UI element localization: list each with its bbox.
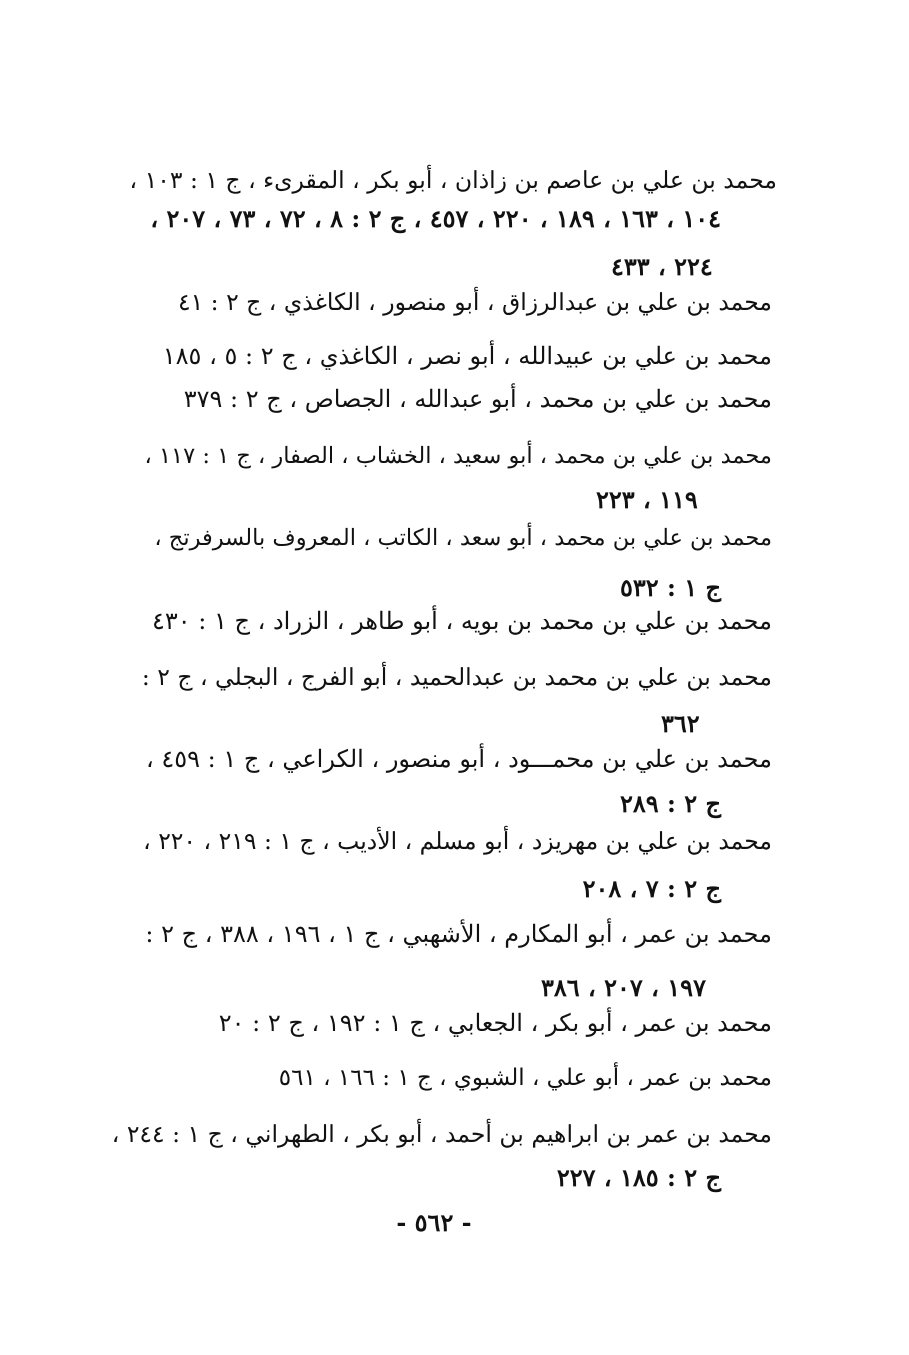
entry-line: محمد بن عمر ، أبو علي ، الشبوي ، ج ١ : ١٦٦ ، ٥٦١ [278, 1065, 772, 1091]
entry-continuation-line: ج ٢ : ٢٨٩ [620, 789, 721, 818]
entry-continuation-line: ١٩٧ ، ٢٠٧ ، ٣٨٦ [541, 973, 706, 1002]
entry-continuation-line: ٢٢٤ ، ٤٣٣ [611, 252, 713, 281]
entry-continuation-line: ١٠٤ ، ١٦٣ ، ١٨٩ ، ٢٢٠ ، ٤٥٧ ، ج ٢ : ٨ ، ٧٢ ، ٧٣ ، ٢٠٧ ، [150, 204, 721, 233]
entry-continuation-line: ج ٢ : ٧ ، ٢٠٨ [582, 874, 721, 903]
entry-line: محمد بن علي بن عبدالرزاق ، أبو منصور ، الكاغذي ، ج ٢ : ٤١ [177, 288, 772, 316]
entry-line: محمد بن علي بن محمد بن عبدالحميد ، أبو الفرج ، البجلي ، ج ٢ : [141, 663, 772, 691]
entry-line: محمد بن علي بن محمد بن بويه ، أبو طاهر ، الزراد ، ج ١ : ٤٣٠ [151, 607, 772, 635]
entry-line: محمد بن عمر ، أبو المكارم ، الأشهبي ، ج ١ ، ١٩٦ ، ٣٨٨ ، ج ٢ : [145, 920, 772, 948]
entry-line: محمد بن علي بن عاصم بن زاذان ، أبو بكر ، المقرىء ، ج ١ : ١٠٣ ، [129, 166, 777, 194]
page-number: - ٥٦٢ - [396, 1208, 472, 1237]
entry-continuation-line: ٣٦٢ [661, 709, 700, 738]
entry-line: محمد بن علي بن محمد ، أبو سعد ، الكاتب ، المعروف بالسرفرتج ، [154, 525, 772, 551]
entry-line: محمد بن عمر بن ابراهيم بن أحمد ، أبو بكر ، الطهراني ، ج ١ : ٢٤٤ ، [111, 1120, 772, 1148]
entry-continuation-line: ج ٢ : ١٨٥ ، ٢٢٧ [556, 1163, 721, 1192]
entry-line: محمد بن علي بن محمد ، أبو عبدالله ، الجصاص ، ج ٢ : ٣٧٩ [183, 385, 772, 413]
entry-line: محمد بن عمر ، أبو بكر ، الجعابي ، ج ١ : ١٩٢ ، ج ٢ : ٢٠ [218, 1009, 772, 1037]
entry-line: محمد بن علي بن محمـــود ، أبو منصور ، الكراعي ، ج ١ : ٤٥٩ ، [145, 745, 772, 773]
entry-continuation-line: ج ١ : ٥٣٢ [620, 573, 721, 602]
entry-continuation-line: ١١٩ ، ٢٢٣ [596, 485, 698, 514]
entry-line: محمد بن علي بن مهريزد ، أبو مسلم ، الأديب ، ج ١ : ٢١٩ ، ٢٢٠ ، [143, 827, 772, 855]
entry-line: محمد بن علي بن عبيدالله ، أبو نصر ، الكاغذي ، ج ٢ : ٥ ، ١٨٥ [162, 342, 772, 370]
entry-line: محمد بن علي بن محمد ، أبو سعيد ، الخشاب ، الصفار ، ج ١ : ١١٧ ، [144, 443, 772, 469]
